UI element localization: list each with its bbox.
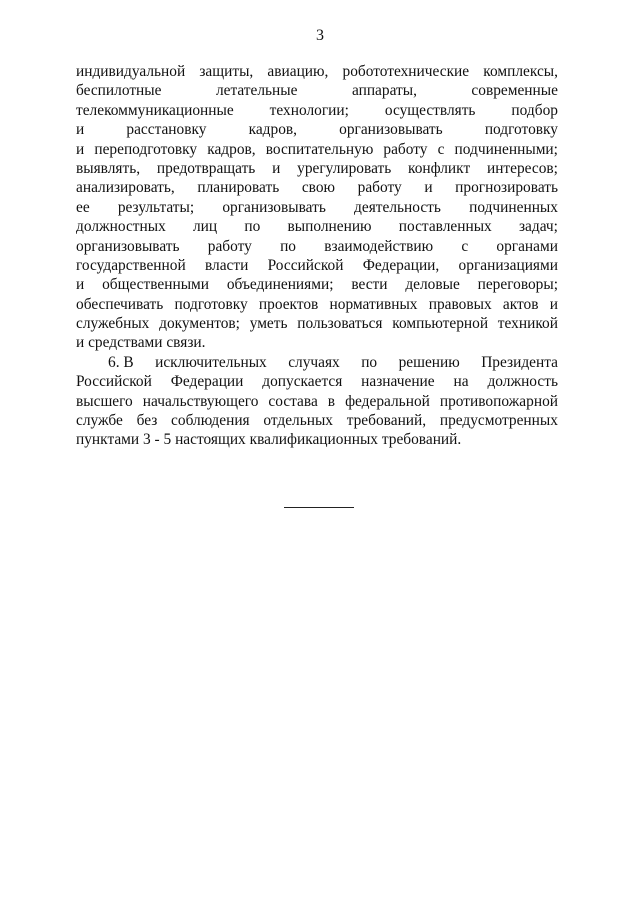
word: деятельность: [354, 198, 441, 216]
text-line: [76, 81, 558, 100]
word: допускается: [262, 373, 343, 391]
text-line: [76, 237, 558, 256]
text-line: [76, 353, 558, 372]
word: без: [136, 412, 158, 430]
word: урегулировать: [297, 159, 392, 177]
word: подбор: [511, 101, 558, 119]
word: и: [549, 295, 558, 313]
word: планировать: [197, 179, 280, 197]
text-line: [76, 120, 558, 139]
word: комплексы,: [483, 63, 558, 80]
word: исключительных: [155, 353, 267, 371]
word: деловые: [405, 276, 460, 294]
word: организациями: [458, 256, 558, 274]
word: общественными: [102, 276, 210, 294]
word: организовывать: [339, 121, 443, 139]
word: беспилотные: [76, 82, 162, 100]
word: лиц: [193, 218, 218, 236]
word: интересов;: [486, 159, 558, 177]
word: с: [437, 140, 445, 158]
word: индивидуальной: [76, 63, 186, 80]
word: по: [361, 353, 378, 371]
text-line: [76, 372, 558, 391]
word: состава: [268, 392, 318, 410]
text-line: [76, 101, 558, 120]
word: власти: [204, 256, 249, 274]
word: назначение: [361, 373, 435, 391]
word: результаты;: [117, 198, 195, 216]
paragraph-continuation: [76, 62, 558, 353]
word: начальствующего: [142, 392, 259, 410]
word: служебных: [76, 315, 150, 333]
word: проектов: [258, 295, 319, 313]
word: предусмотренных: [439, 412, 558, 430]
word: подготовку: [174, 295, 248, 313]
word: в: [327, 392, 336, 410]
text-line: [76, 314, 558, 333]
word: Российской: [267, 256, 344, 274]
word: переговоры;: [477, 276, 558, 294]
text-line: [76, 159, 558, 178]
word: уметь: [249, 315, 288, 333]
word: кадров,: [248, 121, 298, 139]
word: объединениями;: [226, 276, 334, 294]
word: поставленных: [398, 218, 492, 236]
word: Президента: [481, 353, 558, 371]
word: и: [76, 140, 85, 158]
word: органами: [496, 237, 558, 255]
word: случаях: [288, 353, 340, 371]
word: организовывать: [222, 198, 326, 216]
word: должность: [487, 373, 558, 391]
word: работу: [207, 237, 252, 255]
text-line: [76, 411, 558, 430]
word: конфликт: [408, 159, 471, 177]
word: современные: [471, 82, 558, 100]
word: пользоваться: [297, 315, 383, 333]
word: 6. В: [108, 353, 134, 371]
word: отдельных: [263, 412, 333, 430]
text-line: [76, 198, 558, 217]
word: свою: [301, 179, 336, 197]
word: решению: [398, 353, 460, 371]
text-line: [76, 256, 558, 275]
word: нормативных: [329, 295, 418, 313]
text-line: [76, 178, 558, 197]
word: на: [453, 373, 469, 391]
text-line: [76, 140, 558, 159]
word: работу: [357, 179, 402, 197]
word: телекоммуникационные: [76, 101, 234, 119]
word: летательные: [215, 82, 298, 100]
word: обеспечивать: [76, 295, 164, 313]
document-body: [76, 62, 558, 450]
word: предотвращать: [156, 159, 256, 177]
word: авиацию,: [267, 63, 329, 80]
word: и: [272, 159, 281, 177]
text-line: [76, 275, 558, 294]
word: работу: [383, 140, 428, 158]
word: организовывать: [76, 237, 180, 255]
text-line-last: пунктами 3 - 5 настоящих квалификационных требований.: [76, 431, 462, 449]
text-line: [76, 295, 558, 314]
word: и: [76, 276, 85, 294]
text-line: [76, 392, 558, 411]
word: вести: [351, 276, 388, 294]
word: должностных: [76, 218, 166, 236]
text-line: [76, 217, 558, 236]
word: по: [244, 218, 261, 236]
word: подготовку: [484, 121, 558, 139]
word: задач;: [518, 218, 558, 236]
word: государственной: [76, 256, 186, 274]
word: правовых: [428, 295, 492, 313]
page-number: 3: [316, 27, 324, 44]
word: службе: [76, 412, 123, 430]
end-of-document-rule: [284, 507, 354, 508]
word: подчиненных: [469, 198, 558, 216]
word: подчиненными;: [454, 140, 558, 158]
word: соблюдения: [171, 412, 250, 430]
word: выполнению: [287, 218, 372, 236]
word: противопожарной: [439, 392, 558, 410]
word: защиты,: [199, 63, 254, 80]
paragraph-6: [76, 353, 558, 450]
word: аппараты,: [351, 82, 417, 100]
word: расстановку: [126, 121, 207, 139]
word: робототехнические: [342, 63, 470, 80]
word: и: [76, 121, 85, 139]
word: и: [424, 179, 433, 197]
word: высшего: [76, 392, 133, 410]
word: Федерации: [170, 373, 244, 391]
word: выявлять,: [76, 159, 141, 177]
word: осуществлять: [384, 101, 476, 119]
word: анализировать,: [76, 179, 175, 197]
word: взаимодействию: [324, 237, 434, 255]
word: технологии;: [269, 101, 349, 119]
word: Федерации,: [362, 256, 440, 274]
word: по: [280, 237, 296, 255]
word: прогнозировать: [455, 179, 558, 197]
word: воспитательную: [265, 140, 374, 158]
word: документов;: [159, 315, 240, 333]
word: кадров,: [207, 140, 256, 158]
text-line-last: и средствами связи.: [76, 334, 206, 352]
word: техникой: [497, 315, 558, 333]
word: компьютерной: [392, 315, 489, 333]
word: актов: [502, 295, 539, 313]
word: переподготовку: [94, 140, 198, 158]
word: требований,: [346, 412, 427, 430]
text-line: [76, 62, 558, 81]
word: Российской: [76, 373, 152, 391]
word: федеральной: [345, 392, 430, 410]
word: ее: [76, 198, 90, 216]
word: с: [461, 237, 469, 255]
